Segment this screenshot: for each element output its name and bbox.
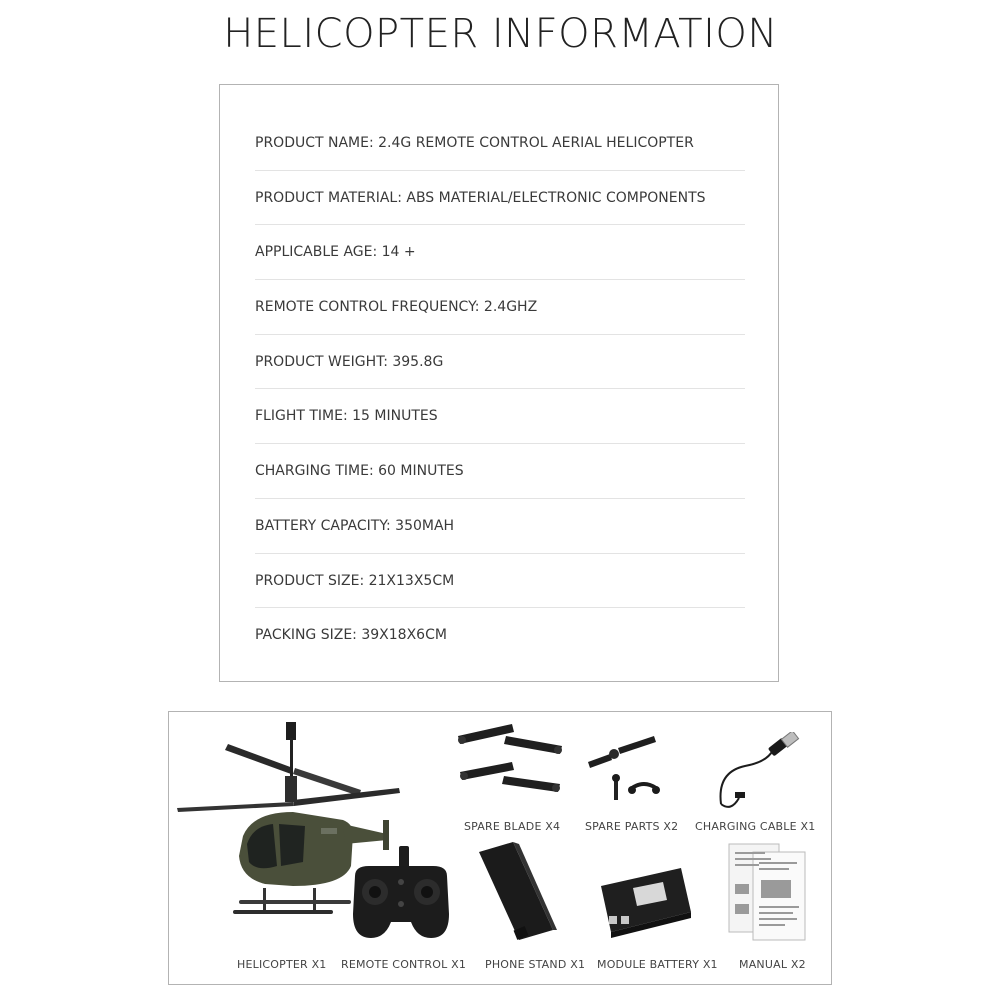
remote-control-label: REMOTE CONTROL X1 <box>341 958 467 971</box>
spec-list <box>255 116 745 663</box>
manual-label: MANUAL X2 <box>739 958 806 971</box>
module-battery-label: MODULE BATTERY X1 <box>597 958 718 971</box>
spec-row: PRODUCT WEIGHT: 395.8G <box>255 335 745 390</box>
spec-row: CHARGING TIME: 60 MINUTES <box>255 444 745 499</box>
phone-stand-image <box>469 838 569 944</box>
spec-row: APPLICABLE AGE: 14 + <box>255 225 745 280</box>
spec-row: PRODUCT SIZE: 21X13X5CM <box>255 554 745 609</box>
spare-blade-label: SPARE BLADE X4 <box>464 820 561 833</box>
module-battery-image <box>593 860 697 940</box>
spec-panel <box>219 84 779 682</box>
spare-parts-image <box>584 734 666 816</box>
spec-row: PRODUCT NAME: 2.4G REMOTE CONTROL AERIAL HELICOPTER <box>255 116 745 171</box>
spec-row: PACKING SIZE: 39X18X6CM <box>255 627 447 644</box>
package-contents-panel <box>168 711 832 985</box>
spec-row: PRODUCT MATERIAL: ABS MATERIAL/ELECTRONIC COMPONENTS <box>255 171 745 226</box>
spec-row: REMOTE CONTROL FREQUENCY: 2.4GHZ <box>255 280 745 335</box>
helicopter-label: HELICOPTER X1 <box>237 958 327 971</box>
spare-blade-image <box>454 722 566 814</box>
charging-cable-image <box>715 732 807 818</box>
phone-stand-label: PHONE STAND X1 <box>485 958 586 971</box>
remote-control-image <box>345 844 455 942</box>
spec-row: FLIGHT TIME: 15 MINUTES <box>255 389 745 444</box>
manual-image <box>725 840 811 944</box>
charging-cable-label: CHARGING CABLE X1 <box>695 820 816 833</box>
spare-parts-label: SPARE PARTS X2 <box>585 820 679 833</box>
spec-row: BATTERY CAPACITY: 350MAH <box>255 499 745 554</box>
page-title: HELICOPTER INFORMATION <box>223 11 778 57</box>
